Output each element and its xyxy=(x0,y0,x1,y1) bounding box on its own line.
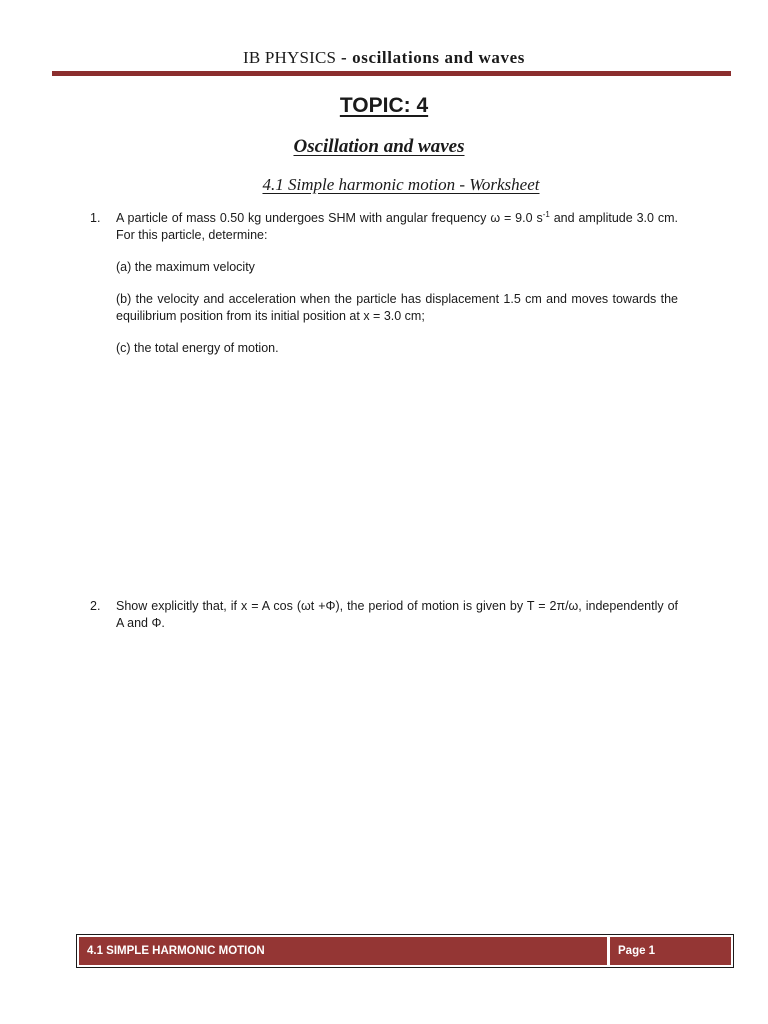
question-part-b: (b) the velocity and acceleration when the particle has displacement 1.5 cm and moves towards the equilibrium position from its initial position at x = 3.0 cm; xyxy=(116,292,678,323)
question-1 xyxy=(90,210,678,372)
question-number: 1. xyxy=(90,211,101,225)
worksheet-title: 4.1 Simple harmonic motion - Worksheet xyxy=(262,175,540,194)
question-part-a: (a) the maximum velocity xyxy=(116,260,255,274)
question-2 xyxy=(90,598,678,647)
question-number: 2. xyxy=(90,599,101,613)
footer-section-label: 4.1 SIMPLE HARMONIC MOTION xyxy=(79,937,607,965)
topic-heading: TOPIC: 4 xyxy=(339,94,429,117)
header-title-bold: - oscillations and waves xyxy=(336,48,525,67)
question-text: Show explicitly that, if x = A cos (ωt +Φ), the period of motion is given by T = 2π/ω, independently of A and Φ. xyxy=(116,599,678,630)
superscript: -1 xyxy=(542,209,550,219)
header-title-plain: IB PHYSICS xyxy=(243,48,337,67)
question-part-c: (c) the total energy of motion. xyxy=(116,341,279,355)
footer-page-number: Page 1 xyxy=(610,937,731,965)
page-header xyxy=(0,48,768,68)
question-text: A particle of mass 0.50 kg undergoes SHM with angular frequency ω = 9.0 $s^{-1}$ and amplitude 3.0 cm. For this particle, determine: xyxy=(116,209,678,242)
header-rule xyxy=(52,71,731,76)
page-footer xyxy=(76,934,734,968)
subtitle: Oscillation and waves xyxy=(293,136,465,157)
